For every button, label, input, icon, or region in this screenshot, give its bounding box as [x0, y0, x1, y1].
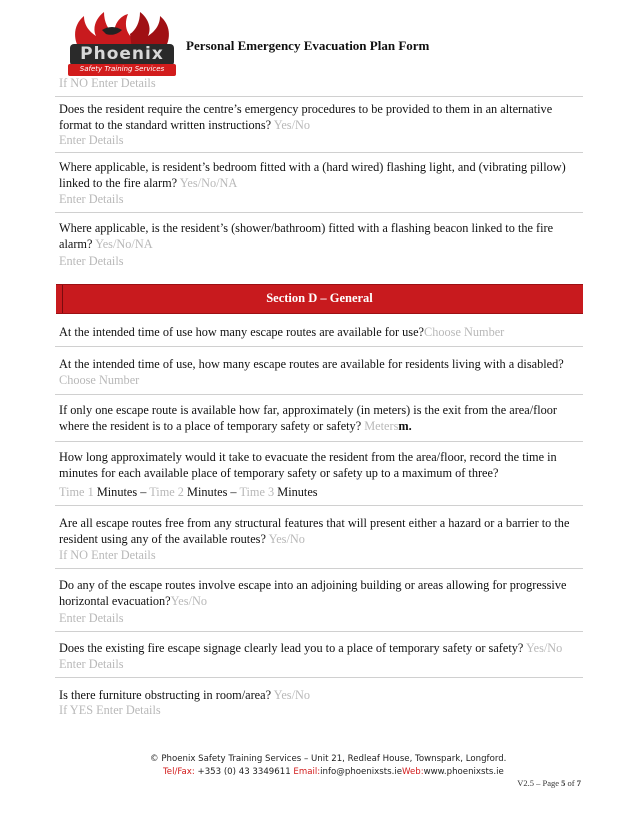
divider: [55, 505, 583, 506]
details-field[interactable]: Enter Details: [59, 657, 124, 671]
answer-field[interactable]: Yes/No: [170, 593, 207, 608]
time-1-field[interactable]: Time 1: [59, 485, 94, 499]
question-text: Where applicable, is resident’s bedroom fitted with a (hard wired) flashing light, and (vibrating pillow) linked to the fire alarm?: [59, 160, 566, 190]
time-fields-row: [59, 485, 579, 501]
phoenix-logo: [62, 10, 182, 78]
question-progressive-horizontal-evacuation: [59, 578, 579, 609]
minutes-label: Minutes: [277, 485, 318, 499]
web-label: Web:: [401, 767, 424, 777]
details-field[interactable]: If YES Enter Details: [59, 703, 161, 717]
answer-field[interactable]: Yes/No/NA: [179, 175, 238, 190]
question-furniture-obstructing: [59, 688, 579, 704]
time-3-field[interactable]: Time 3: [239, 485, 275, 499]
question-routes-for-disabled: [59, 357, 579, 388]
minutes-label: Minutes –: [96, 485, 147, 499]
minutes-label: Minutes –: [187, 485, 237, 499]
email-label: Email:: [293, 767, 321, 777]
email-link[interactable]: info@phoenixsts.ie: [320, 767, 402, 777]
question-bathroom-beacon: [59, 221, 579, 252]
question-text: How long approximately would it take to evacuate the resident from the area/floor, record the time in minutes for each available place of temporary safety or safety up to a maximum of three?: [59, 450, 557, 480]
logo-wordmark: Phoenix: [80, 44, 164, 64]
prev-details-field[interactable]: If NO Enter Details: [59, 76, 156, 90]
page-number: [517, 778, 581, 788]
details-field[interactable]: Enter Details: [59, 254, 124, 268]
question-text: Do any of the escape routes involve escape into an adjoining building or areas allowing for progressive horizontal evacuation?: [59, 578, 567, 608]
total-pages: 7: [576, 778, 581, 788]
question-bedroom-flashing-light: [59, 160, 579, 191]
details-field[interactable]: Enter Details: [59, 133, 124, 147]
question-text: Where applicable, is the resident’s (shower/bathroom) fitted with a flashing beacon linked to the fire alarm?: [59, 221, 554, 251]
section-title: Section D – General: [266, 291, 373, 305]
section-header: [56, 284, 583, 314]
divider: [55, 212, 583, 213]
tel-value: +353 (0) 43 3349611: [194, 767, 294, 777]
divider: [55, 152, 583, 153]
answer-field[interactable]: Yes/No: [525, 641, 563, 655]
details-field[interactable]: Enter Details: [59, 192, 124, 206]
logo-subtext: Safety Training Services: [79, 65, 165, 73]
answer-field[interactable]: Yes/No: [273, 117, 311, 132]
document-title: Personal Emergency Evacuation Plan Form: [186, 38, 430, 53]
footer-address: © Phoenix Safety Training Services – Unit 21, Redleaf House, Townspark, Longford.: [150, 754, 507, 764]
divider: [55, 96, 583, 97]
question-text: Does the resident require the centre’s emergency procedures to be provided to them in an alternative format to the standard written instructions?: [59, 102, 553, 132]
divider: [55, 346, 583, 347]
question-text: If only one escape route is available how far, approximately (in meters) is the exit from the area/floor where the resident is to a place of temporary safety or safety?: [59, 403, 558, 433]
answer-field[interactable]: Yes/No: [268, 531, 305, 546]
current-page: 5: [561, 778, 566, 788]
of-label: of: [567, 778, 575, 788]
question-evacuation-time: [59, 450, 579, 481]
question-text: Is there furniture obstructing in room/area?: [59, 688, 272, 702]
divider: [55, 568, 583, 569]
meters-unit: m.: [398, 418, 412, 433]
answer-field[interactable]: Yes/No/NA: [95, 236, 153, 251]
version-label: V2.5 – Page: [517, 778, 560, 788]
details-field[interactable]: Enter Details: [59, 611, 124, 625]
question-alternative-format: [59, 102, 579, 133]
question-fire-escape-signage: [59, 641, 579, 657]
question-routes-free-of-hazards: [59, 516, 579, 547]
question-text: At the intended time of use, how many escape routes are available for residents living with a disabled?: [59, 357, 564, 371]
divider: [55, 441, 583, 442]
divider: [55, 394, 583, 395]
meters-field[interactable]: Meters: [364, 418, 399, 433]
divider: [55, 631, 583, 632]
choose-number-dropdown[interactable]: Choose Number: [424, 325, 505, 339]
question-text: At the intended time of use how many escape routes are available for use?: [59, 325, 425, 339]
question-text: Are all escape routes free from any structural features that will present either a hazard or a barrier to the resident using any of the available routes?: [59, 516, 570, 546]
question-text: Does the existing fire escape signage clearly lead you to a place of temporary safety or safety?: [59, 641, 524, 655]
tel-label: Tel/Fax:: [163, 767, 195, 777]
web-link[interactable]: www.phoenixsts.ie: [423, 767, 504, 777]
details-field[interactable]: If NO Enter Details: [59, 548, 156, 562]
time-2-field[interactable]: Time 2: [149, 485, 184, 499]
question-escape-routes-available: [59, 325, 579, 341]
answer-field[interactable]: Yes/No: [273, 688, 311, 702]
divider: [55, 677, 583, 678]
choose-number-dropdown[interactable]: Choose Number: [59, 372, 140, 387]
question-distance-to-exit: [59, 403, 579, 434]
footer-contact: [163, 767, 504, 777]
